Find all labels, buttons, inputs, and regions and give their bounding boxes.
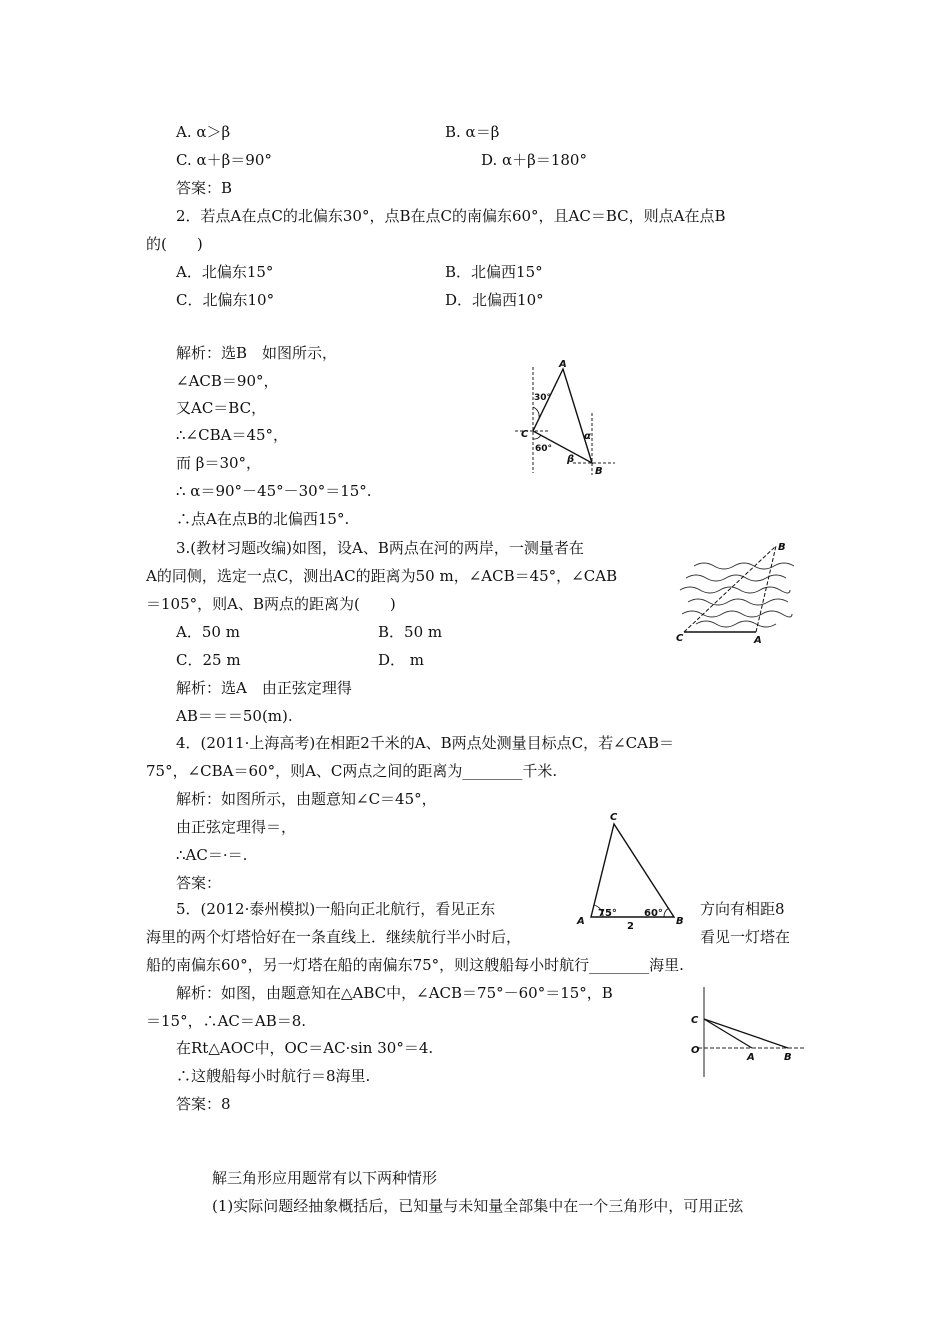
q5-figure-label-a: A <box>747 1052 755 1063</box>
q3-option-d: D． m <box>378 651 425 669</box>
q5-figure-label-b: B <box>784 1052 792 1063</box>
q5-figure-label-o: O <box>691 1045 700 1056</box>
q4-stem-line-1: 4．(2011·上海高考)在相距2千米的A、B两点处测量目标点C，若∠CAB＝ <box>176 734 674 752</box>
q2-solution-line-3: 又AC＝BC， <box>176 399 267 417</box>
q3-solution-line-2: AB＝＝＝50(m). <box>176 707 293 725</box>
q2-figure-label-30deg: 30° <box>534 393 552 403</box>
q4-figure-label-60deg: 60° <box>644 908 663 919</box>
q5-stem-line-2b: 看见一灯塔在 <box>700 928 791 946</box>
q4-figure <box>570 806 690 936</box>
q1-option-d: D. α＋β＝180° <box>481 151 587 169</box>
q2-solution-line-7: ∴点A在点B的北偏西15°. <box>176 510 350 528</box>
q2-option-b: B．北偏西15° <box>445 263 543 281</box>
q4-figure-label-75deg: 75° <box>598 908 617 919</box>
q5-solution-line-3: 在Rt△AOC中，OC＝AC·sin 30°＝4. <box>176 1039 434 1057</box>
summary-line-1: (1)实际问题经抽象概括后，已知量与未知量全部集中在一个三角形中，可用正弦 <box>212 1197 744 1215</box>
q3-figure-label-b: B <box>778 542 786 553</box>
q4-figure-label-b: B <box>676 916 684 927</box>
q5-solution-line-1: 解析：如图，由题意知在△ABC中，∠ACB＝75°－60°＝15°，B <box>176 984 613 1002</box>
q2-solution-line-4: ∴∠CBA＝45°， <box>176 426 289 444</box>
q2-solution-line-5: 而 β＝30°， <box>176 454 262 472</box>
q3-stem-line-2: A的同侧，选定一点C，测出AC的距离为50 m，∠ACB＝45°，∠CAB <box>146 567 618 585</box>
q2-option-d: D．北偏西10° <box>445 291 544 309</box>
q5-solution-line-2: ＝15°，∴AC＝AB＝8. <box>146 1012 307 1030</box>
q5-figure <box>684 983 809 1079</box>
q3-option-c: C．25 m <box>176 651 241 669</box>
q2-option-c: C．北偏东10° <box>176 291 275 309</box>
q2-solution-line-2: ∠ACB＝90°， <box>176 372 279 390</box>
q4-solution-line-1: 解析：如图所示，由题意知∠C＝45°， <box>176 790 437 808</box>
q2-figure-label-alpha: α <box>584 431 591 442</box>
q3-stem-line-1: 3.(教材习题改编)如图，设A、B两点在河的两岸，一测量者在 <box>176 539 584 557</box>
q3-figure-label-c: C <box>676 633 684 644</box>
q4-solution-line-2: 由正弦定理得＝， <box>176 818 297 836</box>
q5-solution-line-4: ∴这艘船每小时航行＝8海里. <box>176 1067 371 1085</box>
q3-stem-line-3: ＝105°，则A、B两点的距离为( ) <box>146 595 396 613</box>
q2-stem-line-2: 的( ) <box>146 235 203 253</box>
q2-solution-line-6: ∴ α＝90°－45°－30°＝15°. <box>176 482 372 500</box>
q4-answer: 答案： <box>176 874 222 892</box>
q4-solution-line-3: ∴AC＝·＝. <box>176 846 248 864</box>
q4-figure-label-side: 2 <box>627 921 634 932</box>
q3-option-a: A．50 m <box>176 623 240 641</box>
q2-figure-label-a: A <box>559 359 567 370</box>
q3-solution-line-1: 解析：选A 由正弦定理得 <box>176 679 352 697</box>
q1-option-b: B. α＝β <box>445 123 500 141</box>
q4-figure-label-c: C <box>610 812 618 823</box>
q2-figure-label-b: B <box>595 466 603 477</box>
q5-figure-label-c: C <box>691 1015 699 1026</box>
q2-stem-line-1: 2．若点A在点C的北偏东30°，点B在点C的南偏东60°，且AC＝BC，则点A在点B <box>176 207 726 225</box>
q2-figure-label-60deg: 60° <box>535 444 553 454</box>
q1-option-c: C. α＋β＝90° <box>176 151 272 169</box>
q4-figure-label-a: A <box>577 916 585 927</box>
q3-figure-label-a: A <box>754 635 762 646</box>
q3-figure <box>672 536 802 648</box>
q3-option-b: B．50 m <box>378 623 443 641</box>
q2-option-a: A．北偏东15° <box>176 263 274 281</box>
q2-figure <box>515 355 625 485</box>
summary-title: 解三角形应用题常有以下两种情形 <box>212 1169 438 1187</box>
q5-stem-line-2a: 海里的两个灯塔恰好在一条直线上．继续航行半小时后， <box>146 928 522 946</box>
q2-solution-line-1: 解析：选B 如图所示， <box>176 344 338 362</box>
q1-answer: 答案：B <box>176 179 233 197</box>
q2-figure-label-c: C <box>521 429 529 440</box>
q5-stem-line-3: 船的南偏东60°，另一灯塔在船的南偏东75°，则这艘船每小时航行________海里. <box>146 956 684 974</box>
q1-option-a: A. α＞β <box>176 123 231 141</box>
q5-stem-line-1a: 5．(2012·泰州模拟)一船向正北航行，看见正东 <box>176 900 496 918</box>
q5-answer: 答案：8 <box>176 1095 231 1113</box>
q4-stem-line-2: 75°，∠CBA＝60°，则A、C两点之间的距离为________千米. <box>146 762 558 780</box>
q5-stem-line-1b: 方向有相距8 <box>700 900 785 918</box>
q2-figure-label-beta: β <box>567 454 575 465</box>
